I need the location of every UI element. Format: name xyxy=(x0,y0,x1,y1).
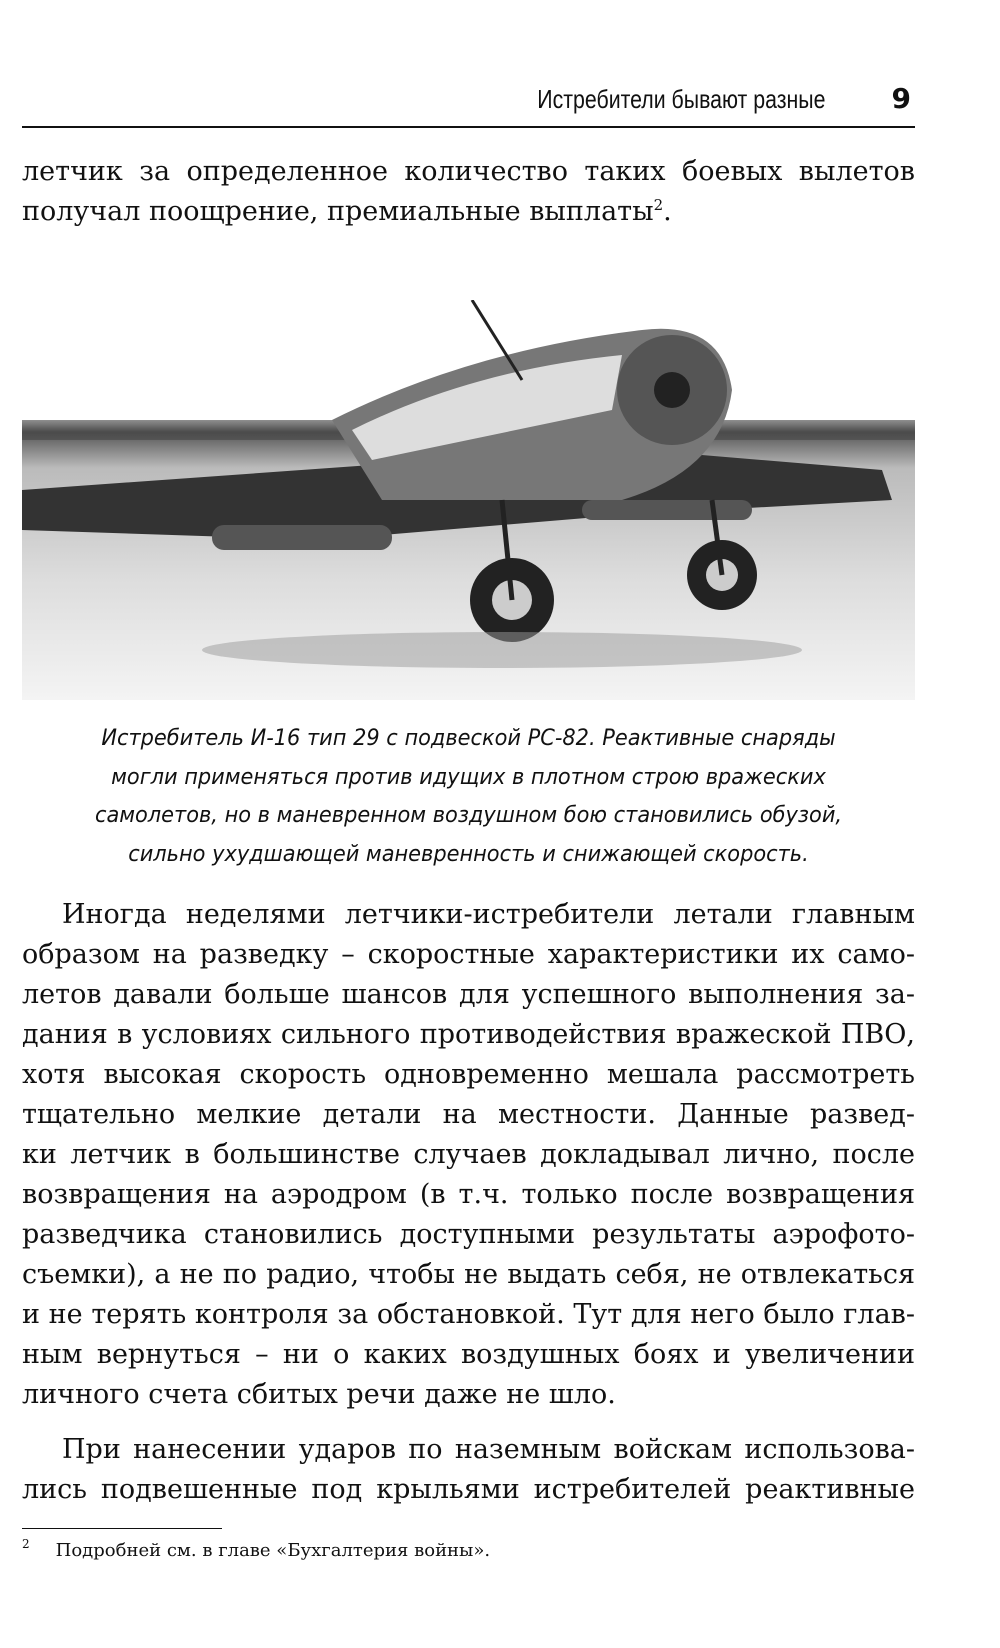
caption-line: Истребитель И-16 тип 29 с подвеской РС-82. Реактивные снаряды xyxy=(101,726,836,751)
running-title: Истребители бывают разные xyxy=(536,84,825,114)
text-line: Иногда неделями летчики-истребители летали главным xyxy=(62,899,915,930)
text-line: разведчика становились доступными результаты аэрофото- xyxy=(22,1219,915,1250)
text-line xyxy=(22,192,915,232)
text-line: ки летчик в большинстве случаев докладывал лично, после xyxy=(22,1139,915,1170)
intro-paragraph xyxy=(22,152,915,232)
footnote xyxy=(22,1537,490,1561)
footnote-text: Подробней см. в главе «Бухгалтерия войны». xyxy=(55,1540,491,1561)
text-line: личного счета сбитых речи даже не шло. xyxy=(22,1379,616,1410)
text-line: образом на разведку – скоростные характеристики их само- xyxy=(22,939,915,970)
text-line: и не терять контроля за обстановкой. Тут для него было глав- xyxy=(22,1299,915,1330)
text-line: возвращения на аэродром (в т.ч. только после возвращения xyxy=(22,1179,915,1210)
text-line: летов давали больше шансов для успешного выполнения за- xyxy=(22,979,915,1010)
text-line: съемки), а не по радио, чтобы не выдать себя, не отвлекаться xyxy=(22,1259,915,1290)
footnote-rule xyxy=(22,1528,222,1529)
footnote-number: 2 xyxy=(22,1537,30,1551)
caption-line: сильно ухудшающей маневренность и снижающей скорость. xyxy=(128,841,809,867)
text-line: хотя высокая скорость одновременно мешала рассмотреть xyxy=(22,1059,915,1090)
caption-line: могли применяться против идущих в плотном строю вражеских xyxy=(111,764,826,790)
text-line: дания в условиях сильного противодействия вражеской ПВО, xyxy=(22,1019,915,1050)
paragraph-1 xyxy=(22,895,915,1415)
caption-line: самолетов, но в маневренном воздушном бою становились обузой, xyxy=(94,803,843,828)
text-line: летчик за определенное количество таких боевых вылетов xyxy=(22,156,915,187)
text-line: лись подвешенные под крыльями истребителей реактивные xyxy=(22,1474,915,1505)
running-header xyxy=(22,84,915,118)
text-fragment: . xyxy=(663,196,672,227)
paragraph-2 xyxy=(22,1430,915,1510)
text-line: При нанесении ударов по наземным войскам использова- xyxy=(62,1434,915,1465)
text-line: ным вернуться – ни о каких воздушных боях и увеличении xyxy=(22,1339,915,1370)
footnote-ref: 2 xyxy=(653,196,664,214)
aircraft-photo xyxy=(22,300,915,700)
text-line: тщательно мелкие детали на местности. Данные развед- xyxy=(22,1099,915,1130)
page-number: 9 xyxy=(891,82,911,115)
header-rule xyxy=(22,126,915,128)
figure-caption xyxy=(44,720,892,874)
text-fragment: получал поощрение, премиальные выплаты xyxy=(22,196,654,227)
